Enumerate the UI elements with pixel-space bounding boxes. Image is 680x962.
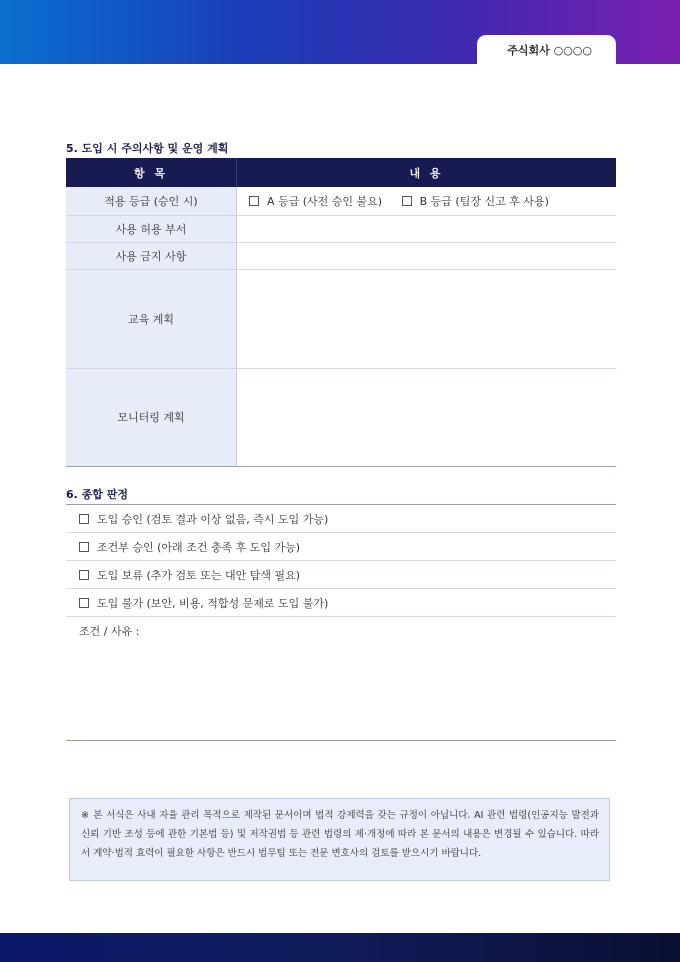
legal-notice: ※ 본 서식은 사내 자율 관리 목적으로 제작된 문서이며 법적 강제력을 갖는 규정이 아닙니다. AI 관련 법령(인공지능 발전과 신뢰 기반 조성 등에 관한 기본법 등) 및 저작권법 등 관련 법령의 제·개정에 따라 본 문서의 내용은 변경될 수 있습니다. 따라서 계약·법적 효력이 필요한 사항은 반드시 법무팀 또는 전문 변호사의 검토를 받으시기 바랍니다. bbox=[69, 798, 610, 881]
grade-option-a-label: A 등급 (사전 승인 불요) bbox=[267, 194, 383, 208]
judgment-option-approve[interactable] bbox=[66, 504, 616, 533]
judgment-option-hold[interactable] bbox=[66, 561, 616, 589]
checkbox-icon[interactable] bbox=[249, 196, 259, 206]
operation-plan-table bbox=[66, 158, 616, 467]
judgment-option-label: 도입 불가 (보안, 비용, 적합성 문제로 도입 불가) bbox=[97, 596, 329, 610]
table-row bbox=[66, 187, 616, 215]
training-plan-field[interactable] bbox=[237, 269, 617, 368]
table-row bbox=[66, 368, 616, 466]
section6-title: 6. 종합 판정 bbox=[66, 488, 128, 501]
checkbox-icon[interactable] bbox=[79, 514, 89, 524]
column-header-item: 항 목 bbox=[66, 158, 237, 187]
table-row bbox=[66, 269, 616, 368]
table-header-row bbox=[66, 158, 616, 187]
judgment-list bbox=[66, 504, 616, 741]
grade-option-b-label: B 등급 (팀장 신고 후 사용) bbox=[419, 194, 549, 208]
row-label-monitoring-plan: 모니터링 계획 bbox=[66, 368, 237, 466]
table-row bbox=[66, 215, 616, 242]
prohibited-items-field[interactable] bbox=[237, 242, 617, 269]
judgment-option-reject[interactable] bbox=[66, 589, 616, 617]
checkbox-icon[interactable] bbox=[79, 570, 89, 580]
row-label-prohibited-items: 사용 금지 사항 bbox=[66, 242, 237, 269]
grade-option-b[interactable] bbox=[402, 193, 549, 209]
section5-title: 5. 도입 시 주의사항 및 운영 계획 bbox=[66, 142, 229, 155]
monitoring-plan-field[interactable] bbox=[237, 368, 617, 466]
checkbox-icon[interactable] bbox=[402, 196, 412, 206]
judgment-option-label: 도입 보류 (추가 검토 또는 대안 탐색 필요) bbox=[97, 568, 301, 582]
row-label-grade: 적용 등급 (승인 시) bbox=[66, 187, 237, 215]
row-label-allowed-departments: 사용 허용 부서 bbox=[66, 215, 237, 242]
company-name: 주식회사 ○○○○ bbox=[477, 35, 616, 64]
allowed-departments-field[interactable] bbox=[237, 215, 617, 242]
condition-reason-field[interactable] bbox=[66, 617, 616, 741]
column-header-content: 내 용 bbox=[237, 158, 617, 187]
row-label-training-plan: 교육 계획 bbox=[66, 269, 237, 368]
judgment-option-conditional[interactable] bbox=[66, 533, 616, 561]
checkbox-icon[interactable] bbox=[79, 598, 89, 608]
condition-reason-label: 조건 / 사유 : bbox=[79, 625, 140, 638]
judgment-option-label: 도입 승인 (검토 결과 이상 없음, 즉시 도입 가능) bbox=[97, 512, 329, 526]
table-row bbox=[66, 242, 616, 269]
checkbox-icon[interactable] bbox=[79, 542, 89, 552]
grade-options bbox=[237, 187, 617, 215]
footer-band bbox=[0, 933, 680, 962]
judgment-option-label: 조건부 승인 (아래 조건 충족 후 도입 가능) bbox=[97, 540, 301, 554]
grade-option-a[interactable] bbox=[249, 193, 382, 209]
